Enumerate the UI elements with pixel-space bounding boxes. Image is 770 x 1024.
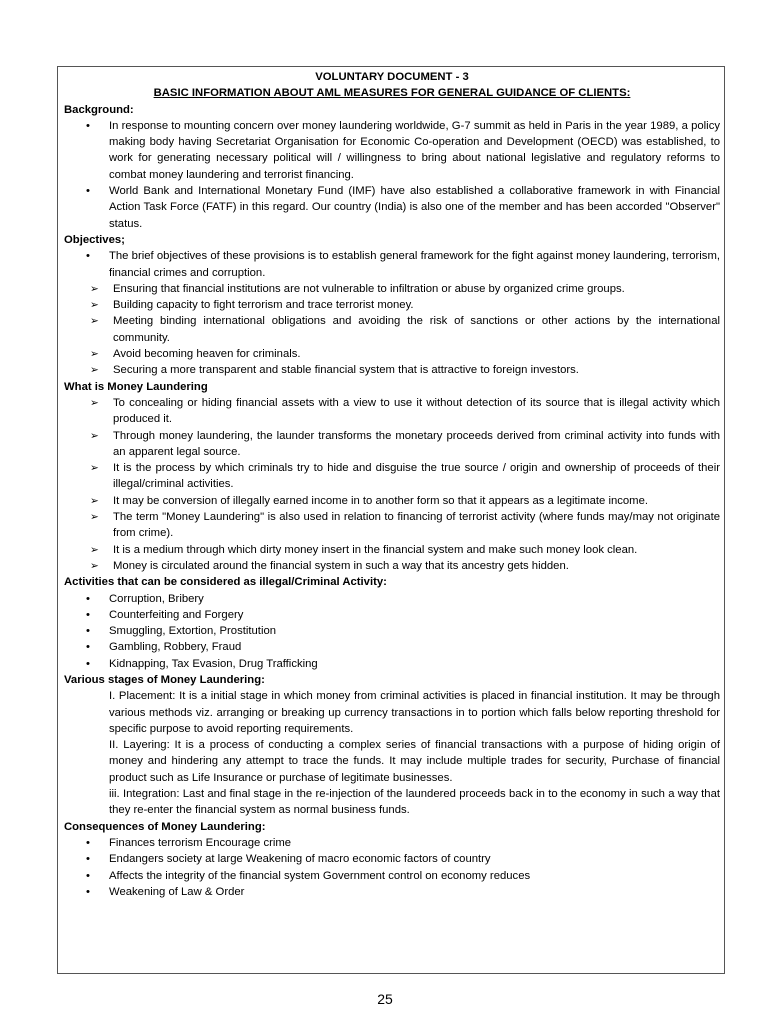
list-item: • The brief objectives of these provisions is to establish general framework for the fight against money laundering, terrorism, financial crimes and corruption. — [64, 248, 720, 281]
section-heading-what-is: What is Money Laundering — [64, 380, 208, 393]
list-item: ➢ The term "Money Laundering" is also used in relation to financing of terrorist activity (where funds may/may not originate from crime). — [64, 509, 720, 542]
list-item: • Kidnapping, Tax Evasion, Drug Trafficking — [64, 656, 720, 672]
section-heading-activities: Activities that can be considered as illegal/Criminal Activity: — [64, 576, 387, 589]
list-item: • Gambling, Robbery, Fraud — [64, 639, 720, 655]
what-is-list — [64, 395, 720, 574]
list-item: • In response to mounting concern over money laundering worldwide, G-7 summit as held in Paris in the year 1989, a policy making body having Secretariat Organisation for Economic Co-operation and Development (OECD) was established, to work for generating necessary political will / willingness to bring about national legislative and regulatory reforms to combat money laundering and terrorist financing. — [64, 118, 720, 183]
objectives-intro-list — [64, 248, 720, 281]
list-item: • Corruption, Bribery — [64, 591, 720, 607]
list-item: ➢ Ensuring that financial institutions are not vulnerable to infiltration or abuse by organized crime groups. — [64, 281, 720, 297]
list-item: ➢ To concealing or hiding financial assets with a view to use it without detection of its source that is illegal activity which produced it. — [64, 395, 720, 428]
list-item: ➢ Meeting binding international obligations and avoiding the risk of sanctions or other actions by the international community. — [64, 313, 720, 346]
background-list — [64, 118, 720, 232]
list-item: • Affects the integrity of the financial system Government control on economy reduces — [64, 868, 720, 884]
list-item: • Counterfeiting and Forgery — [64, 607, 720, 623]
list-item: • Finances terrorism Encourage crime — [64, 835, 720, 851]
list-item: • Weakening of Law & Order — [64, 884, 720, 900]
section-heading-stages: Various stages of Money Laundering: — [64, 673, 265, 686]
list-item: ➢ Avoid becoming heaven for criminals. — [64, 346, 720, 362]
list-item: • World Bank and International Monetary Fund (IMF) have also established a collaborative framework in with Financial Action Task Force (FATF) in this regard. Our country (India) is also one of the member and has been accorded "Observer" status. — [64, 183, 720, 232]
list-item: ➢ It may be conversion of illegally earned income in to another form so that it appears as a legitimate income. — [64, 493, 720, 509]
document-subtitle: BASIC INFORMATION ABOUT AML MEASURES FOR GENERAL GUIDANCE OF CLIENTS: — [153, 87, 631, 100]
list-item: • Smuggling, Extortion, Prostitution — [64, 623, 720, 639]
consequences-list — [64, 835, 720, 900]
stage-placement: I. Placement: It is a initial stage in which money from criminal activities is placed in financial institution. It may be through various methods viz. arranging or breaking up currency transactions in to portion which falls below reporting threshold for specific purpose to avoid reporting requirements. — [109, 690, 720, 735]
objectives-list — [64, 281, 720, 379]
list-item: ➢ Building capacity to fight terrorism and trace terrorist money. — [64, 297, 720, 313]
document-body — [64, 69, 720, 900]
list-item: ➢ Through money laundering, the launder transforms the monetary proceeds derived from criminal activity into funds with an apparent legal source. — [64, 428, 720, 461]
stage-integration: iii. Integration: Last and final stage in the re-injection of the laundered proceeds back in to the economy in such a way that they re-enter the financial system as normal business funds. — [109, 788, 720, 817]
list-item: • Endangers society at large Weakening of macro economic factors of country — [64, 851, 720, 867]
section-heading-background: Background: — [64, 103, 134, 116]
stage-layering: II. Layering: It is a process of conducting a complex series of financial transactions with a purpose of hiding origin of money and hindering any attempt to trace the funds. It may include multiple trades for security, Purchase of financial product such as Life Insurance or purchase of legitimate businesses. — [109, 739, 720, 784]
page-number: 25 — [377, 991, 393, 1007]
activities-list — [64, 591, 720, 672]
list-item: ➢ Securing a more transparent and stable financial system that is attractive to foreign investors. — [64, 362, 720, 378]
section-heading-consequences: Consequences of Money Laundering: — [64, 820, 266, 833]
section-heading-objectives: Objectives; — [64, 233, 125, 246]
list-item: ➢ It is a medium through which dirty money insert in the financial system and make such money look clean. — [64, 542, 720, 558]
document-title: VOLUNTARY DOCUMENT - 3 — [315, 71, 469, 83]
list-item: ➢ It is the process by which criminals try to hide and disguise the true source / origin and ownership of proceeds of their illegal/criminal activities. — [64, 460, 720, 493]
list-item: ➢ Money is circulated around the financial system in such a way that its ancestry gets hidden. — [64, 558, 720, 574]
